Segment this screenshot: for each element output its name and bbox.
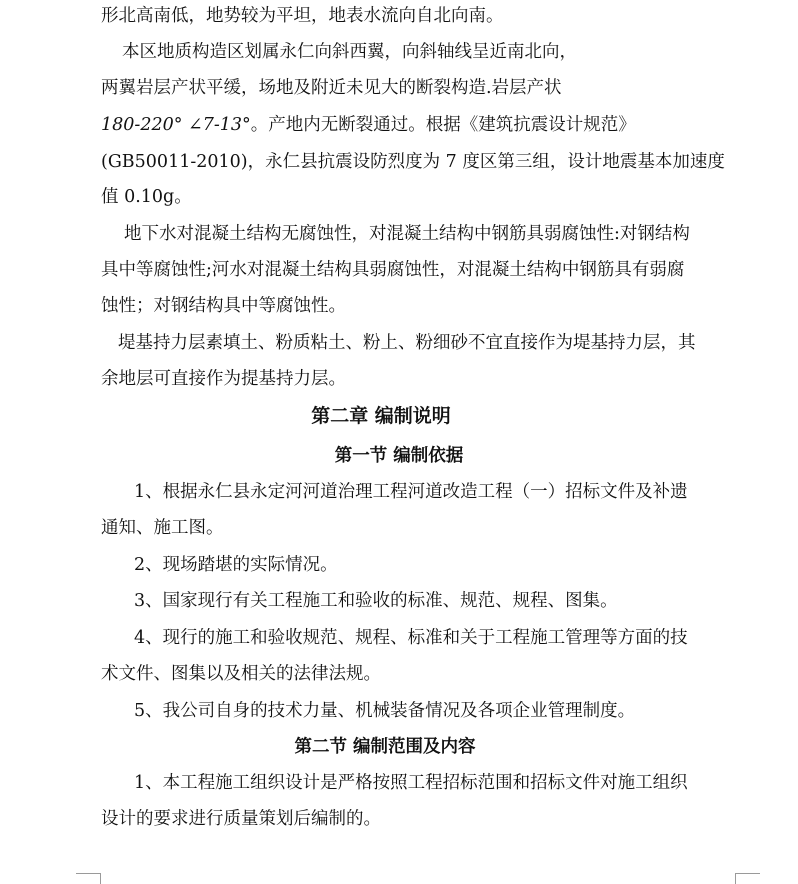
section-title: 第一节 编制依据: [334, 446, 464, 466]
page-corner-mark: [735, 873, 760, 884]
section-title: 第二节 编制范围及内容: [294, 737, 476, 757]
list-item-line: 4、现行的施工和验收规范、规程、标准和关于工程施工管理等方面的技: [134, 628, 688, 648]
paragraph-line: 蚀性；对钢结构具中等腐蚀性。: [101, 296, 346, 316]
paragraph-line: 值 0.10g。: [101, 187, 192, 207]
paragraph-line: 地下水对混凝土结构无腐蚀性，对混凝土结构中钢筋具弱腐蚀性:对钢结构: [124, 224, 690, 244]
page-corner-mark: [76, 873, 101, 884]
paragraph-text: 。产地内无断裂通过。根据《建筑抗震设计规范》: [250, 115, 636, 135]
list-item-line: 设计的要求进行质量策划后编制的。: [101, 809, 381, 829]
paragraph-line: 两翼岩层产状平缓，场地及附近未见大的断裂构造.岩层产状: [101, 78, 562, 98]
paragraph-line: 本区地质构造区划属永仁向斜西翼，向斜轴线呈近南北向，: [122, 42, 577, 62]
list-item-line: 1、根据永仁县永定河河道治理工程河道改造工程（一）招标文件及补遗: [134, 482, 688, 502]
list-item-line: 通知、施工图。: [101, 518, 224, 538]
paragraph-line: (GB50011-2010)，永仁县抗震设防烈度为 7 度区第三组，设计地震基本加速度: [101, 152, 725, 172]
paragraph-line: 余地层可直接作为提基持力层。: [101, 369, 346, 389]
paragraph-line: 形北高南低，地势较为平坦，地表水流向自北向南。: [101, 6, 504, 26]
list-item-line: 3、国家现行有关工程施工和验收的标准、规范、规程、图集。: [134, 591, 618, 611]
rock-attitude-value: 180-220° ∠7-13°: [101, 115, 251, 135]
paragraph-line: 堤基持力层素填土、粉质粘土、粉上、粉细砂不宜直接作为堤基持力层，其: [118, 333, 696, 353]
paragraph-line: [101, 113, 636, 137]
chapter-title: 第二章 编制说明: [311, 405, 451, 427]
list-item-line: 5、我公司自身的技术力量、机械装备情况及各项企业管理制度。: [134, 701, 636, 721]
list-item-line: 术文件、图集以及相关的法律法规。: [101, 664, 381, 684]
paragraph-line: 具中等腐蚀性;河水对混凝土结构具弱腐蚀性，对混凝土结构中钢筋具有弱腐: [101, 260, 685, 280]
list-item-line: 1、本工程施工组织设计是严格按照工程招标范围和招标文件对施工组织: [134, 773, 688, 793]
list-item-line: 2、现场踏堪的实际情况。: [134, 555, 338, 575]
